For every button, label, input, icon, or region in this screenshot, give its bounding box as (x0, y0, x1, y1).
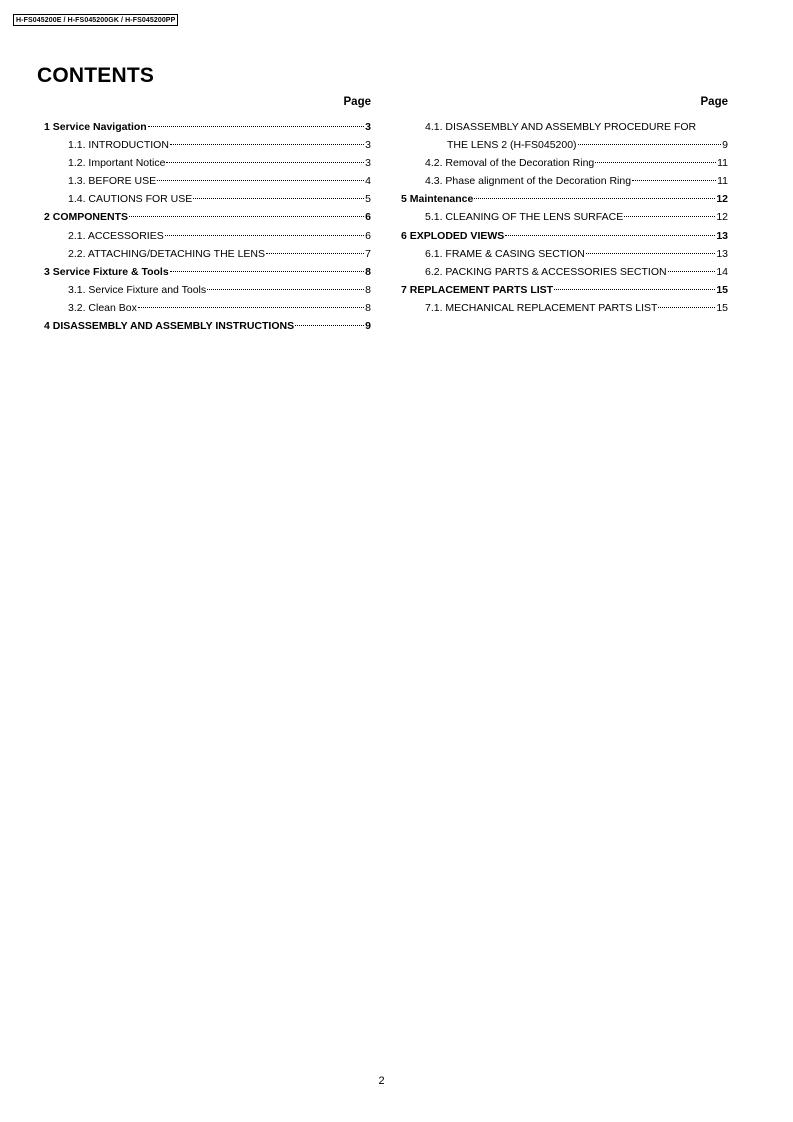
page-number: 2 (378, 1075, 385, 1087)
toc-entry[interactable] (44, 263, 371, 281)
toc-entry-title: 1.3. BEFORE USE (68, 175, 157, 188)
toc-entry[interactable] (401, 208, 728, 226)
dot-leader (170, 144, 364, 145)
toc-entry-title: 5.1. CLEANING OF THE LENS SURFACE (425, 211, 624, 224)
toc-entry-page: 12 (716, 211, 728, 224)
dot-leader (554, 289, 715, 290)
dot-leader (295, 325, 364, 326)
dot-leader (586, 253, 715, 254)
dot-leader (129, 216, 364, 217)
page-column-header: Page (343, 96, 371, 108)
toc-entry-page: 6 (365, 211, 371, 224)
toc-right-column (401, 94, 728, 317)
dot-leader (578, 144, 722, 145)
toc-entry[interactable] (44, 299, 371, 317)
toc-entry-page: 5 (365, 193, 371, 206)
model-number-tag: H-FS045200E / H-FS045200GK / H-FS045200PP (13, 14, 178, 26)
toc-entry-page: 11 (717, 157, 728, 170)
toc-entry-title: 1.2. Important Notice (68, 157, 166, 170)
toc-entry-page: 15 (716, 283, 728, 296)
toc-entry[interactable] (44, 154, 371, 172)
dot-leader (148, 126, 364, 127)
toc-entry-title: 4.1. DISASSEMBLY AND ASSEMBLY PROCEDURE FOR (425, 121, 697, 133)
toc-entry[interactable] (401, 299, 728, 317)
toc-entry[interactable] (401, 227, 728, 245)
toc-entry-title: 2 COMPONENTS (44, 211, 129, 224)
dot-leader (658, 307, 715, 308)
toc-entry-title: 3.1. Service Fixture and Tools (68, 283, 207, 296)
toc-entry-title: 4 DISASSEMBLY AND ASSEMBLY INSTRUCTIONS (44, 320, 295, 333)
toc-entry-page: 8 (365, 265, 371, 278)
dot-leader (505, 235, 715, 236)
toc-entry-page: 15 (716, 301, 728, 314)
toc-entry-page: 3 (365, 157, 371, 170)
toc-entry-page: 4 (365, 175, 371, 188)
toc-entry-list (401, 118, 728, 317)
dot-leader (632, 180, 716, 181)
toc-entry-title: 3.2. Clean Box (68, 301, 137, 314)
dot-leader (668, 271, 716, 272)
toc-entry[interactable] (44, 136, 371, 154)
toc-entry[interactable] (401, 190, 728, 208)
toc-entry-page: 13 (716, 247, 728, 260)
toc-entry-title: 3 Service Fixture & Tools (44, 265, 169, 278)
dot-leader (474, 198, 715, 199)
toc-entry[interactable] (401, 118, 728, 136)
toc-entry-page: 9 (365, 320, 371, 333)
toc-entry-title: 4.2. Removal of the Decoration Ring (425, 157, 595, 170)
toc-entry-title: 6 EXPLODED VIEWS (401, 229, 505, 242)
toc-entry-title: 6.1. FRAME & CASING SECTION (425, 247, 585, 260)
dot-leader (595, 162, 716, 163)
dot-leader (624, 216, 715, 217)
dot-leader (166, 162, 364, 163)
toc-entry-page: 6 (365, 229, 371, 242)
dot-leader (207, 289, 364, 290)
toc-entry[interactable] (401, 263, 728, 281)
toc-entry-title: 6.2. PACKING PARTS & ACCESSORIES SECTION (425, 265, 667, 278)
toc-entry[interactable] (44, 281, 371, 299)
toc-entry-title: 1.4. CAUTIONS FOR USE (68, 193, 193, 206)
toc-entry-title: 7.1. MECHANICAL REPLACEMENT PARTS LIST (425, 301, 658, 314)
toc-entry[interactable] (401, 136, 728, 154)
toc-entry-title: 4.3. Phase alignment of the Decoration Ring (425, 175, 632, 188)
toc-entry[interactable] (44, 245, 371, 263)
dot-leader (165, 235, 364, 236)
toc-entry-list (44, 118, 371, 335)
toc-entry-page: 3 (365, 139, 371, 152)
toc-entry-title: 1 Service Navigation (44, 121, 147, 133)
toc-entry[interactable] (401, 281, 728, 299)
toc-entry-title: 7 REPLACEMENT PARTS LIST (401, 283, 554, 296)
dot-leader (170, 271, 364, 272)
dot-leader (157, 180, 364, 181)
toc-entry-title: 2.2. ATTACHING/DETACHING THE LENS (68, 247, 266, 260)
dot-leader (266, 253, 364, 254)
toc-entry[interactable] (44, 208, 371, 226)
toc-entry[interactable] (44, 172, 371, 190)
toc-entry-title: THE LENS 2 (H-FS045200) (447, 139, 577, 152)
toc-entry-page: 12 (716, 193, 728, 206)
toc-entry[interactable] (44, 118, 371, 136)
toc-entry-title: 5 Maintenance (401, 193, 474, 206)
toc-entry-page: 9 (722, 139, 728, 152)
toc-entry-page: 7 (365, 247, 371, 260)
page-column-header: Page (700, 96, 728, 108)
toc-entry[interactable] (401, 154, 728, 172)
toc-left-column (44, 94, 371, 335)
toc-entry-page: 8 (365, 283, 371, 296)
toc-entry-title: 1.1. INTRODUCTION (68, 139, 169, 152)
toc-entry[interactable] (44, 190, 371, 208)
toc-entry-page: 3 (365, 121, 371, 133)
toc-entry-page: 8 (365, 301, 371, 314)
toc-entry[interactable] (401, 172, 728, 190)
toc-entry-page: 13 (716, 229, 728, 242)
toc-entry-page: 11 (717, 175, 728, 188)
page-title: CONTENTS (37, 64, 155, 87)
toc-entry[interactable] (401, 245, 728, 263)
toc-entry-title: 2.1. ACCESSORIES (68, 229, 164, 242)
toc-entry[interactable] (44, 317, 371, 335)
toc-entry-page: 14 (716, 265, 728, 278)
dot-leader (138, 307, 364, 308)
dot-leader (193, 198, 364, 199)
toc-entry[interactable] (44, 227, 371, 245)
